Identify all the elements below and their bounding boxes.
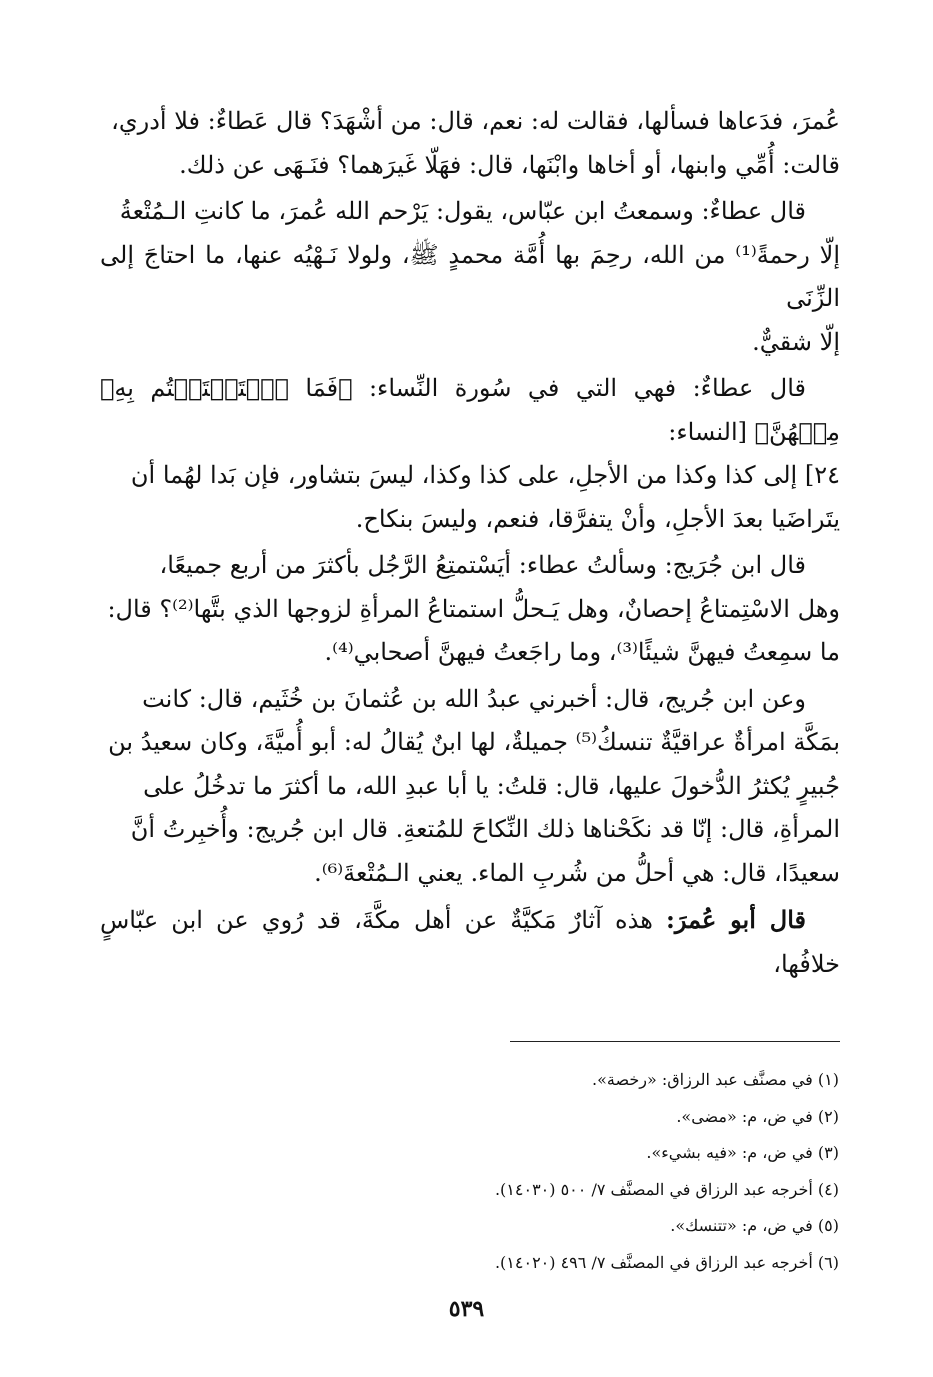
- line: قال عطاءٌ: فهي التي في سُورة النِّساء: ﴿فَمَا ٱسۡتَمۡتَعۡتُم بِهِۦ مِنۡهُنَّ﴾ [النساء:: [100, 374, 840, 446]
- paragraph-4: [100, 544, 840, 675]
- line: بمَكَّة امرأةٌ عراقيَّةٌ تنسكُ⁽⁵⁾ جميلةٌ، لها ابنٌ يُقالُ له: أبو أُميَّةَ، وكان سعيدُ بن: [108, 728, 840, 756]
- speaker-label: قال أبو عُمرَ:: [666, 905, 806, 934]
- footnote: (٣) في ض، م: «فيه بشيء».: [646, 1143, 839, 1162]
- page-number: ٥٣٩: [448, 1296, 485, 1322]
- line: إلّا شقيٌّ.: [752, 327, 840, 356]
- footnote: (٥) في ض، م: «تتنسك».: [670, 1216, 839, 1235]
- line: قال ابن جُرَيج: وسألتُ عطاء: أيَسْتمتِعُ الرَّجُل بأكثرَ من أربع جميعًا،: [159, 551, 806, 579]
- line: جُبيرٍ يُكثرُ الدُّخولَ عليها، قال: قلتُ: يا أبا عبدِ الله، ما أكثرَ ما تدخُلُ على: [143, 771, 840, 800]
- line: قالت: أُمِّي وابنها، أو أخاها وابْنَها، قال: فهَلّا غَيرَهما؟ فنَـهَى عن ذلك.: [179, 150, 840, 179]
- footnote: (٦) أخرجه عبد الرزاق في المصنَّف ٧/ ٤٩٦ (١٤٠٢٠).: [494, 1252, 839, 1272]
- line: ما سمِعتُ فيهنَّ شيئًا⁽³⁾، وما راجَعتُ فيهنَّ أصحابي⁽⁴⁾.: [324, 638, 840, 666]
- footnote-divider: [510, 1041, 840, 1042]
- paragraph-6: [100, 898, 840, 986]
- paragraph-2: [100, 190, 840, 364]
- main-text: [100, 100, 840, 986]
- line: يتَراضَيا بعدَ الأجلِ، وأنْ يتفرَّقا، فنعم، وليسَ بنكاح.: [355, 504, 840, 533]
- footnote: (٢) في ض، م: «مضى».: [676, 1106, 839, 1126]
- line: سعيدًا، قال: هي أحلُّ من شُربِ الماء. يعني الـمُتْعةَ⁽⁶⁾.: [314, 858, 840, 887]
- footnote: (٤) أخرجه عبد الرزاق في المصنَّف ٧/ ٥٠٠ (١٤٠٣٠).: [494, 1179, 839, 1199]
- line: وهل الاسْتِمتاعُ إحصانٌ، وهل يَـحلُّ استمتاعُ المرأةِ لزوجها الذي بتَّها⁽²⁾؟ قال:: [107, 594, 840, 623]
- line: عُمرَ، فدَعاها فسألها، فقالت له: نعم، قال: من أشْهَدَ؟ قال عَطاءٌ: فلا أدري،: [111, 107, 840, 135]
- footnote: (١) في مصنَّف عبد الرزاق: «رخصة».: [592, 1070, 839, 1089]
- line: إلّا رحمةً⁽¹⁾ من الله، رحِمَ بها أُمَّة محمدٍ ﷺ، ولولا نَـهْيُه عنها، ما احتاجَ إلى الزِّنَى: [100, 240, 840, 312]
- line: قال عطاءٌ: وسمعتُ ابن عبّاس، يقول: يَرْحم الله عُمرَ، ما كانتِ الـمُتْعةُ: [119, 197, 806, 225]
- line: وعن ابن جُريج، قال: أخبرني عبدُ الله بن عُثمانَ بن خُثَيم، قال: كانت: [142, 684, 806, 713]
- footnotes: [279, 1062, 839, 1281]
- paragraph-1: [100, 100, 840, 187]
- line: هذه آثارٌ مَكيَّةٌ عن أهل مكَّةَ، قد رُوي عن ابن عبّاسٍ خلافُها،: [100, 906, 840, 978]
- line: ٢٤] إلى كذا وكذا من الأجلِ، على كذا وكذا، ليسَ بتشاور، فإن بَدا لهُما أن: [130, 461, 840, 489]
- paragraph-3: [100, 367, 840, 541]
- line: المرأةِ، قال: إنّا قد نكَحْناها ذلك النِّكاحَ للمُتعةِ. قال ابن جُريج: وأُخبِرتُ أنَّ: [130, 815, 840, 843]
- paragraph-5: [100, 678, 840, 896]
